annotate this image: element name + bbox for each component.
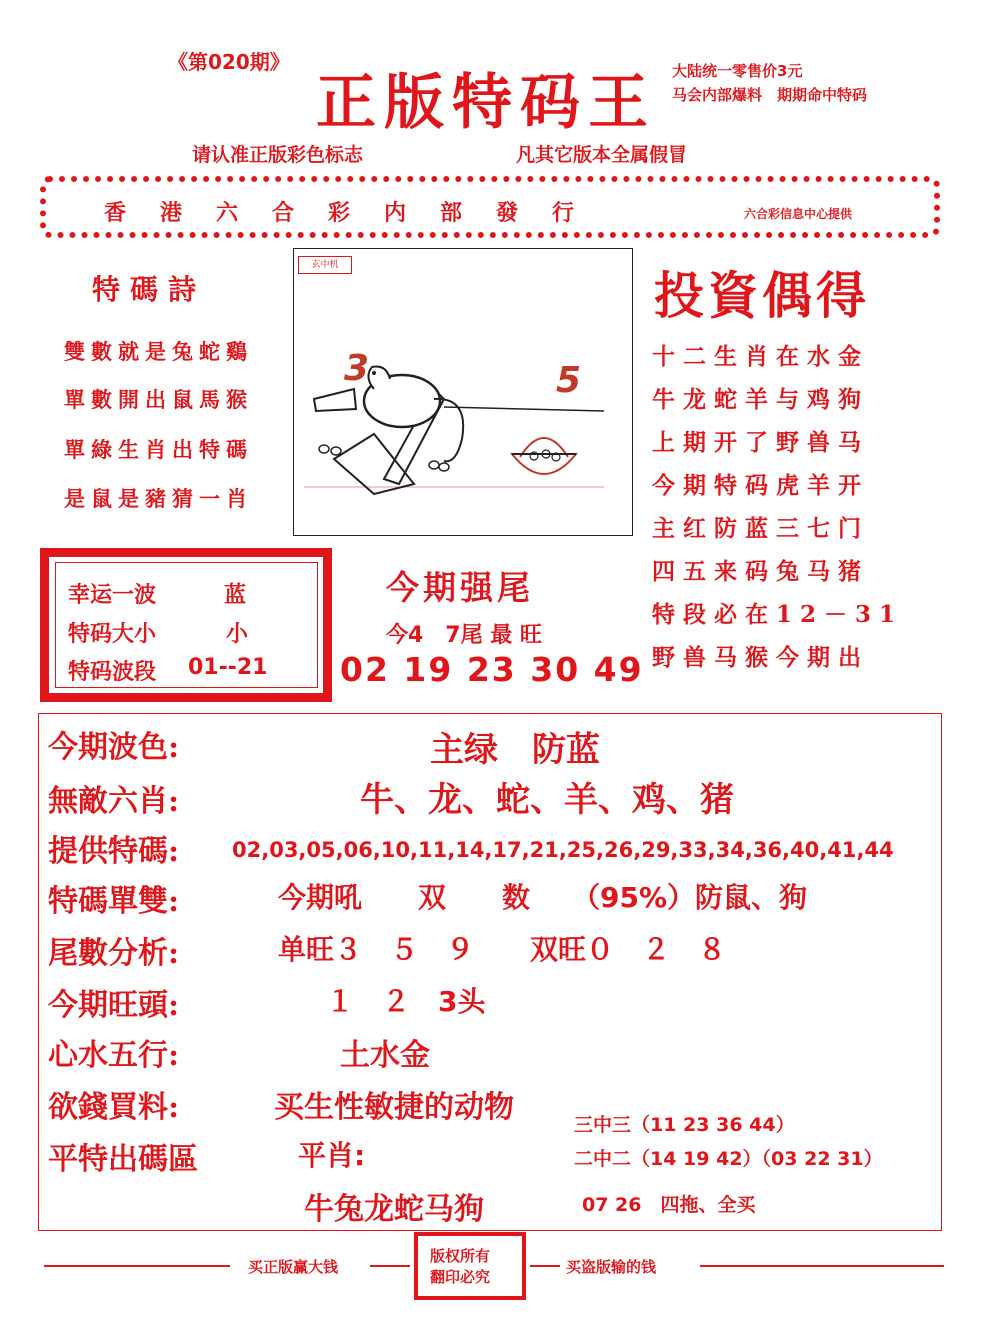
five-elements-value: 土水金 (340, 1038, 430, 1073)
invest-line: 十二生肖在水金 (652, 343, 869, 370)
tema-size-value: 小 (226, 622, 249, 647)
tail-analysis-value: 单旺３ ５ ９ 双旺０ ２ ８ (278, 933, 727, 966)
poem-title: 特碼詩 (92, 273, 207, 306)
poem-line: 是鼠是豬猜一肖 (64, 486, 253, 511)
tail-analysis-label: 尾數分析: (48, 936, 180, 971)
footer-rule-right (700, 1265, 944, 1267)
invest-line: 今期特码虎羊开 (652, 472, 869, 499)
six-zodiac-value: 牛、龙、蛇、羊、鸡、猪 (360, 780, 734, 820)
footer-rule-right-inner (530, 1265, 560, 1267)
seal-line-2: 翻印必究 (430, 1268, 491, 1286)
flat-zone-label: 平特出碼區 (48, 1142, 198, 1177)
invest-line: 特段必在12－31 (652, 601, 904, 628)
tagline: 马会内部爆料 期期命中特码 (672, 86, 868, 104)
illustration-number-left: 3 (344, 348, 370, 389)
invest-line: 四五来码兔马猪 (652, 558, 869, 585)
invest-line: 主红防蓝三七门 (652, 515, 869, 542)
lead-head-value: １ ２ 3头 (326, 985, 486, 1018)
footer-left-text: 买正版赢大钱 (248, 1258, 339, 1276)
invest-line: 上期开了野兽马 (652, 429, 869, 456)
four-drag: 07 26 四拖、全买 (582, 1194, 756, 1216)
odd-even-value: 今期吼 双 数 （95%）防鼠、狗 (278, 881, 808, 914)
authenticity-notice: 请认准正版彩色标志 (192, 144, 364, 166)
illustration-stamp: 玄中机 (298, 256, 352, 274)
footer-rule-left (44, 1265, 230, 1267)
price-note: 大陆统一零售价3元 (672, 62, 803, 80)
tema-range-value: 01--21 (188, 655, 268, 680)
six-zodiac-label: 無敵六肖: (48, 784, 180, 819)
masthead-title: 正版特码王 (316, 68, 656, 138)
banner-text: 香港六合彩内部發行 (104, 200, 609, 226)
flat-zodiac-value: 牛兔龙蛇马狗 (304, 1192, 484, 1227)
flat-zodiac-label: 平肖: (298, 1139, 366, 1172)
invest-title: 投資偶得 (654, 267, 870, 325)
two-in-two: 二中二（14 19 42）（03 22 31） (574, 1148, 883, 1170)
rat-illustration (293, 248, 633, 536)
lead-head-label: 今期旺頭: (48, 988, 180, 1023)
seal-line-1: 版权所有 (430, 1247, 491, 1265)
tema-list-label: 提供特碼: (48, 834, 180, 869)
issue-number: 《第020期》 (168, 50, 290, 74)
three-in-three: 三中三（11 23 36 44） (574, 1114, 795, 1136)
money-hint-value: 买生性敏捷的动物 (274, 1090, 514, 1125)
footer-right-text: 买盗版输的钱 (566, 1258, 657, 1276)
poem-line: 單綠生肖出特碼 (64, 437, 253, 462)
wave-color-value: 主绿 防蓝 (430, 730, 600, 770)
tema-size-label: 特码大小 (68, 622, 157, 647)
strong-tail-title: 今期强尾 (386, 568, 534, 607)
strong-tail-numbers: 02 19 23 30 49 (340, 650, 644, 689)
wave-color-label: 今期波色: (48, 730, 180, 765)
lucky-wave-value: 蓝 (224, 583, 247, 608)
invest-line: 野兽马猴今期出 (652, 644, 869, 671)
poem-line: 單數開出鼠馬猴 (64, 387, 253, 412)
five-elements-label: 心水五行: (48, 1038, 180, 1073)
money-hint-label: 欲錢買料: (48, 1090, 180, 1125)
poem-line: 雙數就是兔蛇鷄 (64, 339, 253, 364)
invest-line: 牛龙蛇羊与鸡狗 (652, 386, 869, 413)
lucky-wave-label: 幸运一波 (68, 583, 157, 608)
tema-range-label: 特码波段 (68, 660, 157, 685)
banner-credit: 六合彩信息中心提供 (744, 207, 853, 221)
illustration-number-right: 5 (556, 360, 582, 401)
strong-tail-subtitle: 今4 7尾 最 旺 (386, 623, 542, 648)
odd-even-label: 特碼單雙: (48, 884, 180, 919)
tema-list-value: 02,03,05,06,10,11,14,17,21,25,26,29,33,34,36,40,41,44 (232, 838, 894, 862)
counterfeit-notice: 凡其它版本全属假冒 (516, 144, 688, 166)
footer-rule-left-inner (370, 1265, 410, 1267)
